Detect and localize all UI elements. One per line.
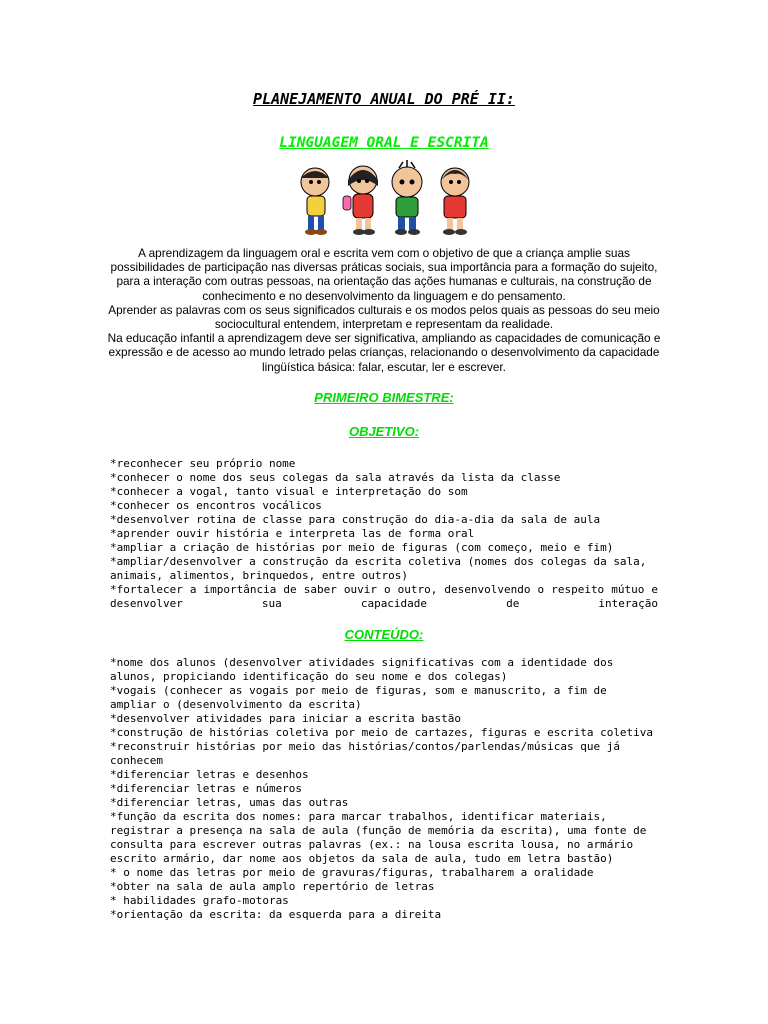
list-item: *ampliar a criação de histórias por meio de figuras (com começo, meio e fim)	[110, 541, 614, 554]
list-item: *construção de histórias coletiva por meio de cartazes, figuras e escrita coletiva	[110, 726, 654, 739]
list-item: *nome dos alunos (desenvolver atividades significativas com a identidade dos alunos, propiciando identificação do seu nome e dos colegas)	[110, 656, 620, 683]
list-item: *reconhecer seu próprio nome	[110, 457, 296, 470]
list-item: *diferenciar letras, umas das outras	[110, 796, 349, 809]
list-item: *diferenciar letras e números	[110, 782, 303, 795]
page-title: PLANEJAMENTO ANUAL DO PRÉ II:	[253, 90, 515, 108]
list-item: *reconstruir histórias por meio das histórias/contos/parlendas/músicas que já conhecem	[110, 740, 627, 767]
intro-text	[100, 246, 668, 374]
page-subtitle: LINGUAGEM ORAL E ESCRITA	[279, 135, 489, 151]
list-item: *vogais (conhecer as vogais por meio de figuras, som e manuscrito, a fim de ampliar o (desenvolvimento da escrita)	[110, 684, 614, 711]
list-item: *desenvolver rotina de classe para construção do dia-a-dia da sala de aula	[110, 513, 601, 526]
list-item: *ampliar/desenvolver a construção da escrita coletiva (nomes dos colegas da sala, animais, alimentos, brinquedos, entre outros)	[110, 555, 654, 582]
list-item: *desenvolver atividades para iniciar a escrita bastão	[110, 712, 461, 725]
list-item: *função da escrita dos nomes: para marcar trabalhos, identificar materiais, registrar a presença na sala de aula (função de memória da escrita), uma fonte de consulta para escrever outras palavras (ex.: na lousa escrita lousa, no armário escrito armário, dar nome aos objetos da sala de aula, tudo em letra bastão)	[110, 810, 654, 865]
intro-paragraph-2: Aprender as palavras com os seus significados culturais e os modos pelos quais as pessoas do seu meio sociocultural entendem, interpretam e representam da realidade.	[108, 302, 660, 332]
list-item: *fortalecer a importância de saber ouvir o outro, desenvolvendo o respeito mútuo e desenvolver sua capacidade de interação	[110, 583, 665, 610]
list-item: *diferenciar letras e desenhos	[110, 768, 309, 781]
section-heading-bimestre: PRIMEIRO BIMESTRE:	[314, 390, 454, 405]
list-item: * o nome das letras por meio de gravuras/figuras, trabalharem a oralidade	[110, 866, 594, 879]
list-item: *aprender ouvir história e interpreta las de forma oral	[110, 527, 475, 540]
list-item: *obter na sala de aula amplo repertório de letras	[110, 880, 435, 893]
intro-paragraph-3: Na educação infantil a aprendizagem deve ser significativa, ampliando as capacidades de comunicação e expressão e de acesso ao mundo letrado pelas crianças, relacionando o desenvolvimento da capacidade lingüística básica: falar, escutar, ler e escrever.	[107, 331, 661, 374]
objetivos-list	[110, 457, 665, 611]
children-illustration	[285, 160, 485, 240]
list-item: * habilidades grafo-motoras	[110, 894, 289, 907]
intro-paragraph-1: A aprendizagem da linguagem oral e escrita vem com o objetivo de que a criança amplie suas possibilidades de participação nas diversas práticas sociais, sua importância para a formação do sujeito, para a interação com outras pessoas, na orientação das ações humanas e culturais, na construção de conhecimento e no desenvolvimento da linguagem e do pensamento.	[110, 246, 658, 303]
conteudos-list	[110, 656, 658, 922]
section-heading-conteudo: CONTEÚDO:	[344, 627, 424, 642]
list-item: *conhecer os encontros vocálicos	[110, 499, 322, 512]
list-item: *orientação da escrita: da esquerda para a direita	[110, 908, 442, 921]
list-item: *conhecer a vogal, tanto visual e interpretação do som	[110, 485, 468, 498]
section-heading-objetivo: OBJETIVO:	[348, 424, 420, 439]
list-item: *conhecer o nome dos seus colegas da sala através da lista da classe	[110, 471, 561, 484]
